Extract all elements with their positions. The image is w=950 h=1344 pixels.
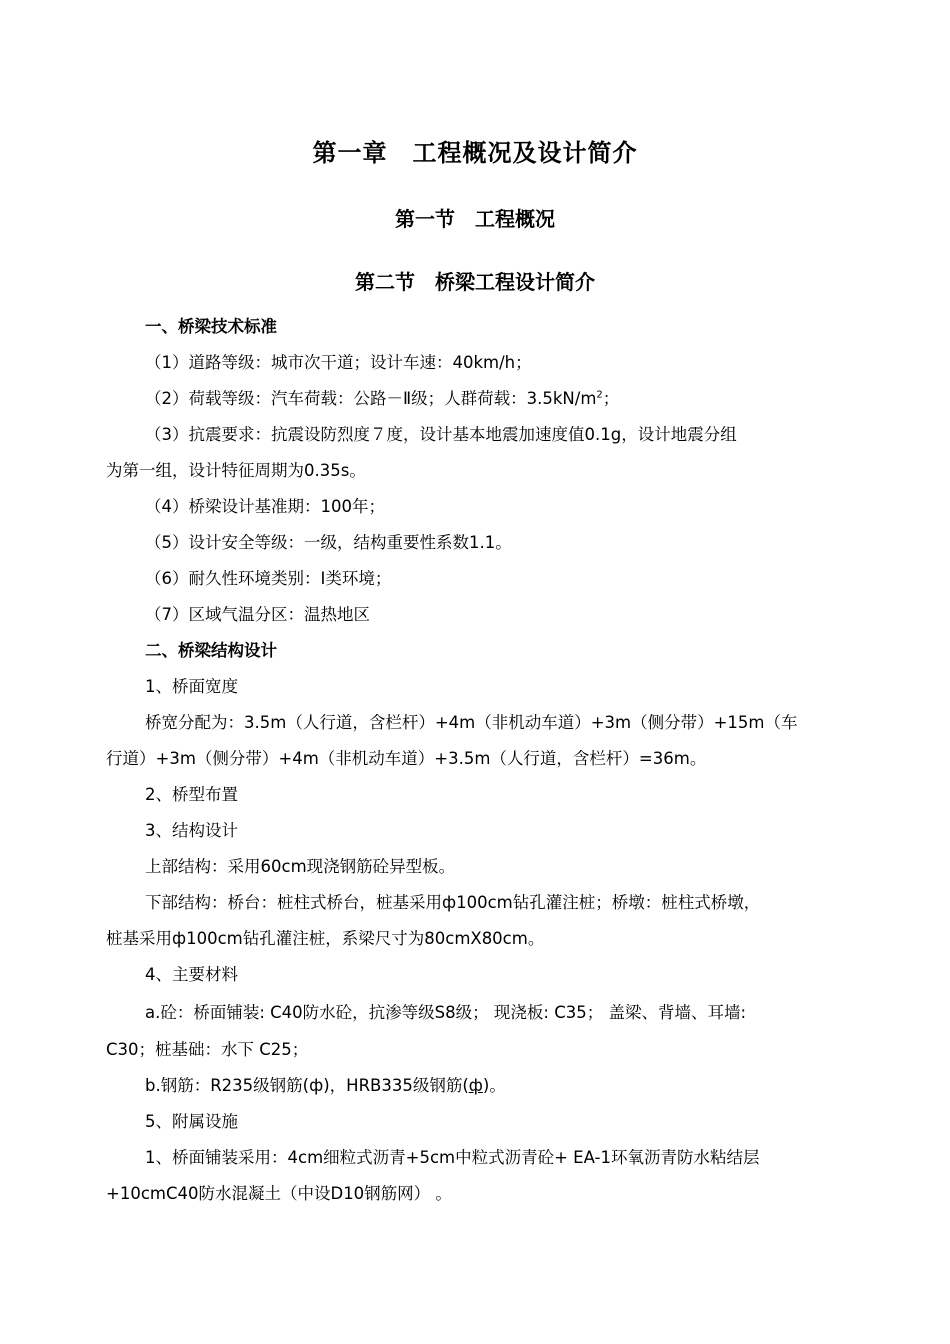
standard-item-3-line-1: （3）抗震要求：抗震设防烈度７度，设计基本地震加速度值0.1g，设计地震分组 [145,425,737,444]
standard-item-7: （7）区域气温分区：温热地区 [145,605,370,624]
structure-design-title: 3、结构设计 [145,821,238,840]
deck-width-line-2: 行道）+3m（侧分带）+4m（非机动车道）+3.5m（人行道，含栏杆）=36m。 [106,749,707,768]
ancillary-facilities-title: 5、附属设施 [145,1112,238,1131]
standard-item-1: （1）道路等级：城市次干道；设计车速：40km/h； [145,353,532,372]
deck-width-line-1: 桥宽分配为：3.5m（人行道，含栏杆）+4m（非机动车道）+3m（侧分带）+15m（车 [145,713,798,732]
upper-structure: 上部结构：采用60cm现浇钢筋砼异型板。 [145,857,456,876]
tech-standards-heading: 一、桥梁技术标准 [145,317,277,336]
structure-design-heading: 二、桥梁结构设计 [145,641,277,660]
standard-item-3-line-2: 为第一组，设计特征周期为0.35s。 [106,461,366,480]
chapter-title: 第一章 工程概况及设计简介 [312,139,638,167]
materials-concrete-line-2: C30；桩基础：水下 C25； [106,1040,309,1059]
materials-rebar: b.钢筋：R235级钢筋(ф)，HRB335级钢筋(ф)。 [145,1076,506,1095]
lower-structure-line-2: 桩基采用ф100cm钻孔灌注桩，系梁尺寸为80cmX80cm。 [106,929,545,948]
section-2-title: 第二节 桥梁工程设计简介 [355,270,595,294]
materials-concrete-line-1: a.砼：桥面铺装: C40防水砼，抗渗等级S8级； 现浇板: C35； 盖梁、背墙、耳墙: [145,1003,747,1022]
standard-item-2: （2）荷载等级：汽车荷载：公路－Ⅱ级；人群荷载：$3.5kN/m^2$； [145,389,620,408]
bridge-layout-title: 2、桥型布置 [145,785,238,804]
deck-pavement-line-1: 1、桥面铺装采用：4cm细粒式沥青+5cm中粒式沥青砼+ EA-1环氧沥青防水粘结层 [145,1148,760,1167]
main-materials-title: 4、主要材料 [145,965,238,984]
lower-structure-line-1: 下部结构：桥台：桩柱式桥台，桩基采用ф100cm钻孔灌注桩；桥墩：桩柱式桥墩， [145,893,761,912]
standard-item-5: （5）设计安全等级：一级，结构重要性系数1.1。 [145,533,512,552]
standard-item-6: （6）耐久性环境类别：Ⅰ类环境； [145,569,392,588]
standard-item-4: （4）桥梁设计基准期：100年； [145,497,385,516]
deck-pavement-line-2: +10cmC40防水混凝土（中设D10钢筋网） 。 [106,1184,452,1203]
deck-width-title: 1、桥面宽度 [145,677,238,696]
section-1-title: 第一节 工程概况 [395,207,555,231]
